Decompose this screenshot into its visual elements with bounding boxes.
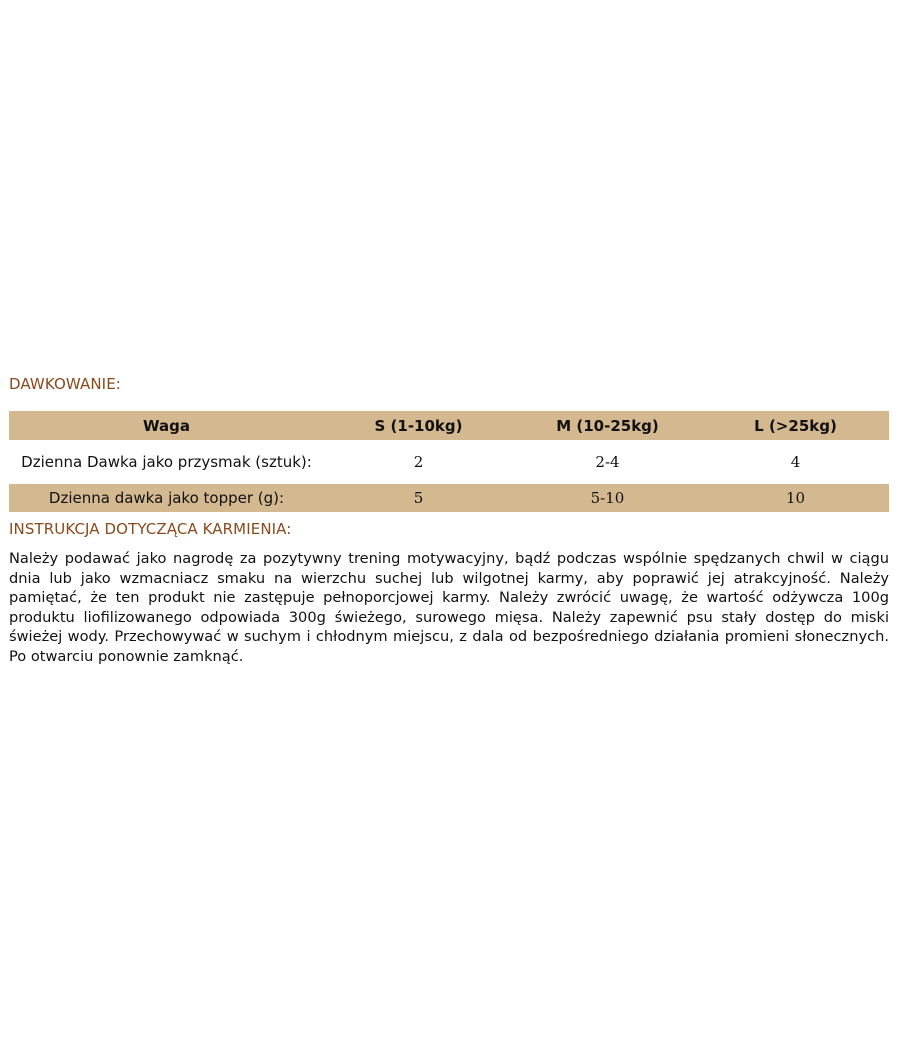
cell-topper-m: 5-10 xyxy=(513,484,702,512)
cell-topper-l: 10 xyxy=(702,484,889,512)
dosage-heading: DAWKOWANIE: xyxy=(9,375,121,393)
header-size-l: L (>25kg) xyxy=(702,411,889,440)
table-row xyxy=(9,484,889,512)
cell-topper-s: 5 xyxy=(324,484,513,512)
feeding-instructions: Należy podawać jako nagrodę za pozytywny trening motywacyjny, bądź podczas wspólnie spędzanych chwil w ciągu dnia lub jako wzmacniacz smaku na wierzchu suchej lub wilgotnej karmy, aby poprawić jej atrakcyjność. Należy pamiętać, że ten produkt nie zastępuje pełnoporcjowej karmy. Należy zwrócić uwagę, że wartość odżywcza 100g produktu liofilizowanego odpowiada 300g świeżego, surowego mięsa. Należy zapewnić psu stały dostęp do miski świeżej wody. Przechowywać w suchym i chłodnym miejscu, z dala od bezpośredniego działania promieni słonecznych. Po otwarciu ponownie zamknąć. xyxy=(9,550,889,665)
table-row xyxy=(9,442,889,482)
header-size-s: S (1-10kg) xyxy=(324,411,513,440)
header-weight: Waga xyxy=(9,411,324,440)
feeding-heading: INSTRUKCJA DOTYCZĄCA KARMIENIA: xyxy=(9,520,292,538)
table-header-row xyxy=(9,411,889,440)
cell-treat-l: 4 xyxy=(702,442,889,482)
cell-treat-m: 2-4 xyxy=(513,442,702,482)
header-size-m: M (10-25kg) xyxy=(513,411,702,440)
row-label-topper: Dzienna dawka jako topper (g): xyxy=(9,484,324,512)
cell-treat-s: 2 xyxy=(324,442,513,482)
row-label-treat: Dzienna Dawka jako przysmak (sztuk): xyxy=(9,442,324,482)
dosage-table xyxy=(9,409,889,514)
